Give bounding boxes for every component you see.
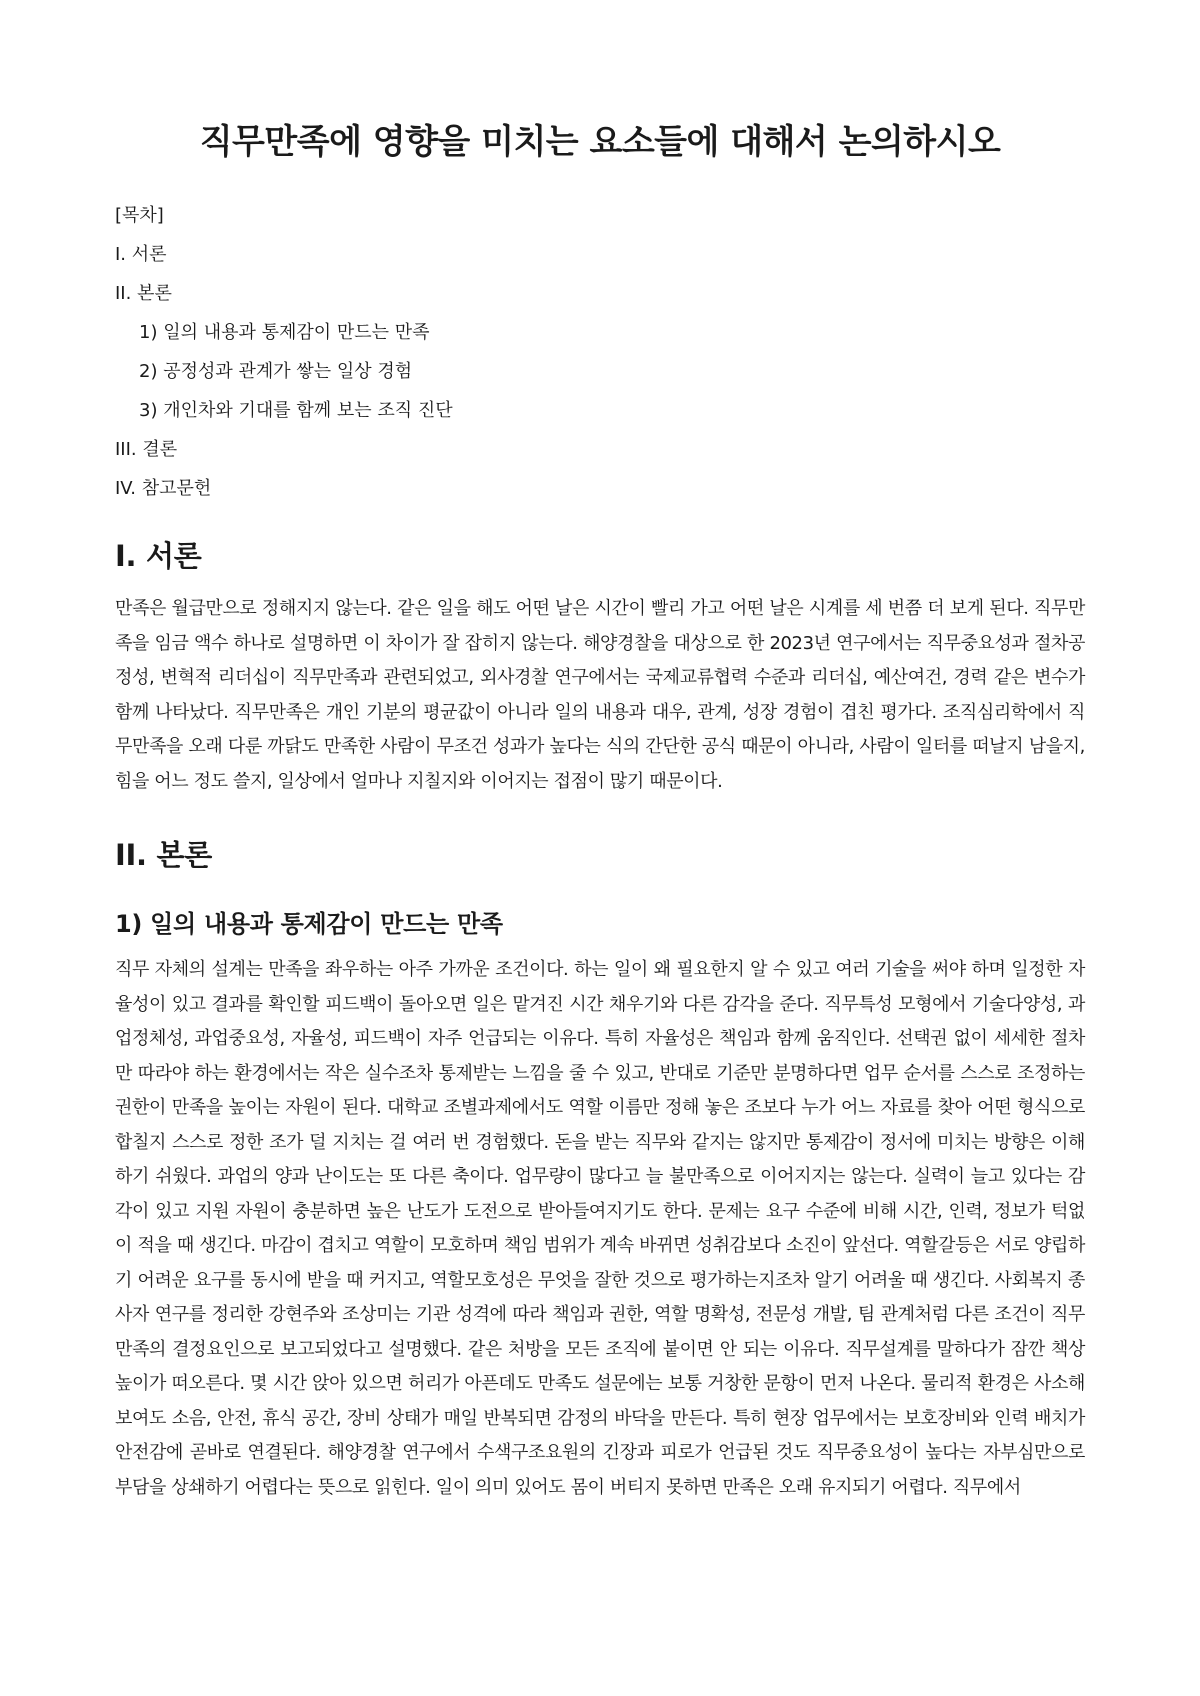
body-section xyxy=(115,833,1085,1505)
toc-item-body-2: 2) 공정성과 관계가 쌓는 일상 경험 xyxy=(139,361,413,382)
toc-item-references: IV. 참고문헌 xyxy=(115,478,212,499)
toc-item-conclusion: III. 결론 xyxy=(115,439,178,460)
table-of-contents xyxy=(115,196,1085,508)
intro-paragraph: 만족은 월급만으로 정해지지 않는다. 같은 일을 해도 어떤 날은 시간이 빨리 가고 어떤 날은 시계를 세 번쯤 더 보게 된다. 직무만족을 임금 액수 하나로 설명하면 이 차이가 잘 잡히지 않는다. 해양경찰을 대상으로 한 2023년 연구에서는 직무중요성과 절차공정성, 변혁적 리더십이 직무만족과 관련되었고, 외사경찰 연구에서는 국제교류협력 수준과 리더십, 예산여건, 경력 같은 변수가 함께 나타났다. 직무만족은 개인 기분의 평균값이 아니라 일의 내용과 대우, 관계, 성장 경험이 겹친 평가다. 조직심리학에서 직무만족을 오래 다룬 까닭도 만족한 사람이 무조건 성과가 높다는 식의 간단한 공식 때문이 아니라, 사람이 일터를 떠날지 남을지, 힘을 어느 정도 쓸지, 일상에서 얼마나 지칠지와 이어지는 접점이 많기 때문이다. xyxy=(115,598,1085,792)
document-title: 직무만족에 영향을 미치는 요소들에 대해서 논의하시오 xyxy=(199,122,1001,162)
toc-item-body-3: 3) 개인차와 기대를 함께 보는 조직 진단 xyxy=(139,400,453,421)
intro-heading: I. 서론 xyxy=(115,539,202,573)
body-heading: II. 본론 xyxy=(115,838,212,872)
toc-item-body-1: 1) 일의 내용과 통제감이 만드는 만족 xyxy=(139,322,430,343)
subsection-heading-1: 1) 일의 내용과 통제감이 만드는 만족 xyxy=(115,910,503,938)
intro-section xyxy=(115,534,1085,799)
toc-item-body: II. 본론 xyxy=(115,283,172,304)
toc-item-intro: I. 서론 xyxy=(115,244,167,265)
toc-heading: [목차] xyxy=(115,205,164,226)
subsection-paragraph-1: 직무 자체의 설계는 만족을 좌우하는 아주 가까운 조건이다. 하는 일이 왜 필요한지 알 수 있고 여러 기술을 써야 하며 일정한 자율성이 있고 결과를 확인할 피드백이 돌아오면 일은 맡겨진 시간 채우기와 다른 감각을 준다. 직무특성 모형에서 기술다양성, 과업정체성, 과업중요성, 자율성, 피드백이 자주 언급되는 이유다. 특히 자율성은 책임과 함께 움직인다. 선택권 없이 세세한 절차만 따라야 하는 환경에서는 작은 실수조차 통제받는 느낌을 줄 수 있고, 반대로 기준만 분명하다면 업무 순서를 스스로 조정하는 권한이 만족을 높이는 자원이 된다. 대학교 조별과제에서도 역할 이름만 정해 놓은 조보다 누가 어느 자료를 찾아 어떤 형식으로 합칠지 스스로 정한 조가 덜 지치는 걸 여러 번 경험했다. 돈을 받는 직무와 같지는 않지만 통제감이 정서에 미치는 방향은 이해하기 쉬웠다. 과업의 양과 난이도는 또 다른 축이다. 업무량이 많다고 늘 불만족으로 이어지지는 않는다. 실력이 늘고 있다는 감각이 있고 지원 자원이 충분하면 높은 난도가 도전으로 받아들여지기도 한다. 문제는 요구 수준에 비해 시간, 인력, 정보가 턱없이 적을 때 생긴다. 마감이 겹치고 역할이 모호하며 책임 범위가 계속 바뀌면 성취감보다 소진이 앞선다. 역할갈등은 서로 양립하기 어려운 요구를 동시에 받을 때 커지고, 역할모호성은 무엇을 잘한 것으로 평가하는지조차 알기 어려울 때 생긴다. 사회복지 종사자 연구를 정리한 강현주와 조상미는 기관 성격에 따라 책임과 권한, 역할 명확성, 전문성 개발, 팀 관계처럼 다른 조건이 직무만족의 결정요인으로 보고되었다고 설명했다. 같은 처방을 모든 조직에 붙이면 안 되는 이유다. 직무설계를 말하다가 잠깐 책상 높이가 떠오른다. 몇 시간 앉아 있으면 허리가 아픈데도 만족도 설문에는 보통 거창한 문항이 먼저 나온다. 물리적 환경은 사소해 보여도 소음, 안전, 휴식 공간, 장비 상태가 매일 반복되면 감정의 바닥을 만든다. 특히 현장 업무에서는 보호장비와 인력 배치가 안전감에 곧바로 연결된다. 해양경찰 연구에서 수색구조요원의 긴장과 피로가 언급된 것도 직무중요성이 높다는 자부심만으로 부담을 상쇄하기 어렵다는 뜻으로 읽힌다. 일이 의미 있어도 몸이 버티지 못하면 만족은 오래 유지되기 어렵다. 직무에서 xyxy=(115,959,1085,1498)
